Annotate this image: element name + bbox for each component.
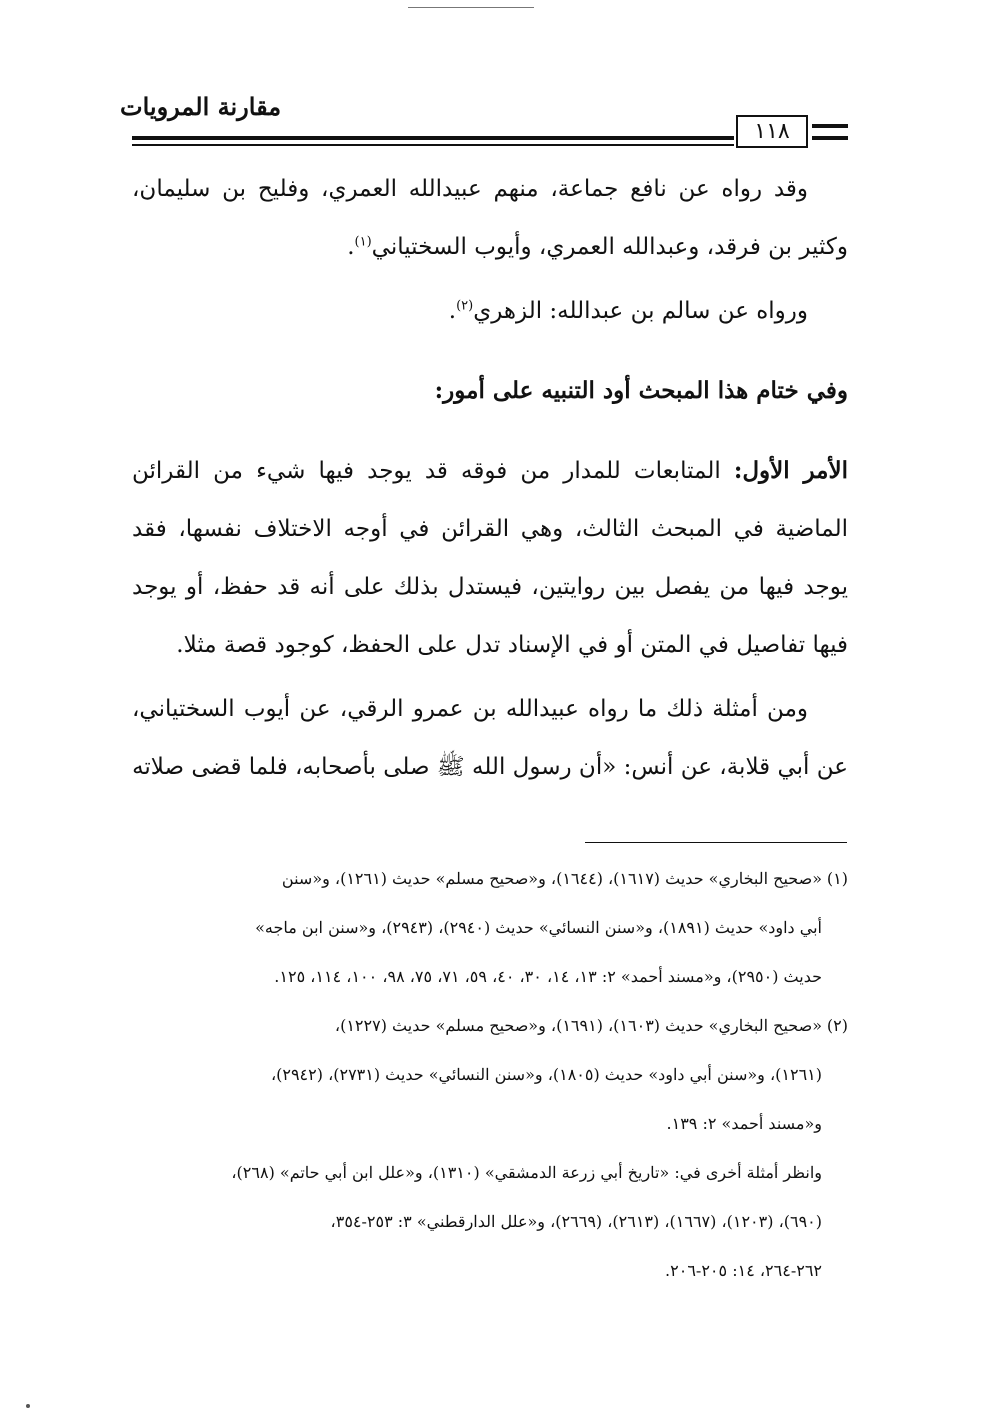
footnote-2-extra-1: وانظر أمثلة أخرى في: «تاريخ أبي زرعة الدمشقي» (١٣١٠)، و«علل ابن أبي حاتم» (٢٦٨)،: [231, 1163, 822, 1182]
paragraph-1: [132, 160, 848, 276]
footnote-1-text-1: «صحيح البخاري» حديث (١٦١٧)، (١٦٤٤)، و«صحيح مسلم» حديث (١٢٦١)، و«سنن: [281, 869, 822, 888]
margin-mark: [26, 1404, 30, 1408]
footnote-ref-1: (١): [354, 234, 372, 250]
footnote-2-extra-2: (٦٩٠)، (١٢٠٣)، (١٦٦٧)، (٢٦١٣)، (٢٦٦٩)، و«علل الدارقطني» ٣: ٢٥٣-٣٥٤،: [330, 1212, 822, 1231]
footnote-1-number: (١): [826, 869, 848, 888]
paragraph-5: ومن أمثلة ذلك ما رواه عبيدالله بن عمرو الرقي، عن أيوب السختياني، عن أبي قلابة، عن أنس: «أن رسول الله ﷺ صلى بأصحابه، فلما قضى صلاته: [132, 696, 848, 780]
footnote-2-text-1: «صحيح البخاري» حديث (١٦٠٣)، (١٦٩١)، و«صحيح مسلم» حديث (١٢٢٧)،: [334, 1016, 822, 1035]
paragraph-4: [132, 442, 848, 674]
header-rule-thin: [132, 144, 734, 146]
paragraph-2-text: ورواه عن سالم بن عبدالله: الزهري: [473, 298, 808, 324]
footnote-1-line-1: [132, 854, 848, 903]
header-rule-right-lower: [812, 136, 848, 140]
footnote-2-number: (٢): [826, 1016, 848, 1035]
header-rule-right-upper: [812, 124, 848, 128]
top-edge-rule: [408, 7, 534, 8]
running-header-title: مقارنة المرويات: [120, 92, 282, 121]
footnote-separator: [585, 842, 847, 843]
section-heading: وفي ختام هذا المبحث أود التنبيه على أمور:: [434, 377, 848, 404]
footnote-2-line-2: (١٢٦١)، و«سنن أبي داود» حديث (١٨٠٥)، و«سنن النسائي» حديث (٢٧٣١)، (٢٩٤٢)،: [270, 1065, 822, 1084]
footnote-2-extra-3: ٢٦٢-٢٦٤، ١٤: ٢٠٥-٢٠٦.: [665, 1261, 822, 1280]
footnote-1-line-3: حديث (٢٩٥٠)، و«مسند أحمد» ٢: ١٣، ١٤، ٣٠، ٤٠، ٥٩، ٧١، ٧٥، ٩٨، ١٠٠، ١١٤، ١٢٥.: [274, 967, 822, 986]
footnote-2-line-3: و«مسند أحمد» ٢: ١٣٩.: [666, 1114, 822, 1133]
footnote-1-line-2: أبي داود» حديث (١٨٩١)، و«سنن النسائي» حديث (٢٩٤٠)، (٢٩٤٣)، و«سنن ابن ماجه»: [255, 918, 822, 937]
paragraph-1-end: .: [347, 234, 355, 260]
paragraph-2: [132, 282, 848, 340]
main-text: [132, 160, 848, 796]
footnote-2-line-1: [132, 1001, 848, 1050]
paragraph-1-text: وقد رواه عن نافع جماعة، منهم عبيدالله العمري، وفليح بن سليمان، وكثير بن فرقد، وعبدالله العمري، وأيوب السختياني: [132, 176, 848, 260]
paragraph-4-text: المتابعات للمدار من فوقه قد يوجد فيها شيء من القرائن الماضية في المبحث الثالث، وهي القرائن في أوجه الاختلاف نفسها، فقد يوجد فيها من يفصل بين روايتين، فيستدل بذلك على أنه قد حفظ، أو يوجد فيها تفاصيل في المتن أو في الإسناد تدل على الحفظ، كوجود قصة مثلا.: [132, 458, 848, 658]
page-number: ١١٨: [736, 115, 808, 148]
paragraph-4-lead: الأمر الأول:: [733, 457, 848, 484]
footnote-ref-2: (٢): [456, 298, 474, 314]
header-rule-thick: [132, 136, 734, 140]
paragraph-2-end: .: [448, 298, 457, 324]
footnotes: [132, 854, 848, 1295]
